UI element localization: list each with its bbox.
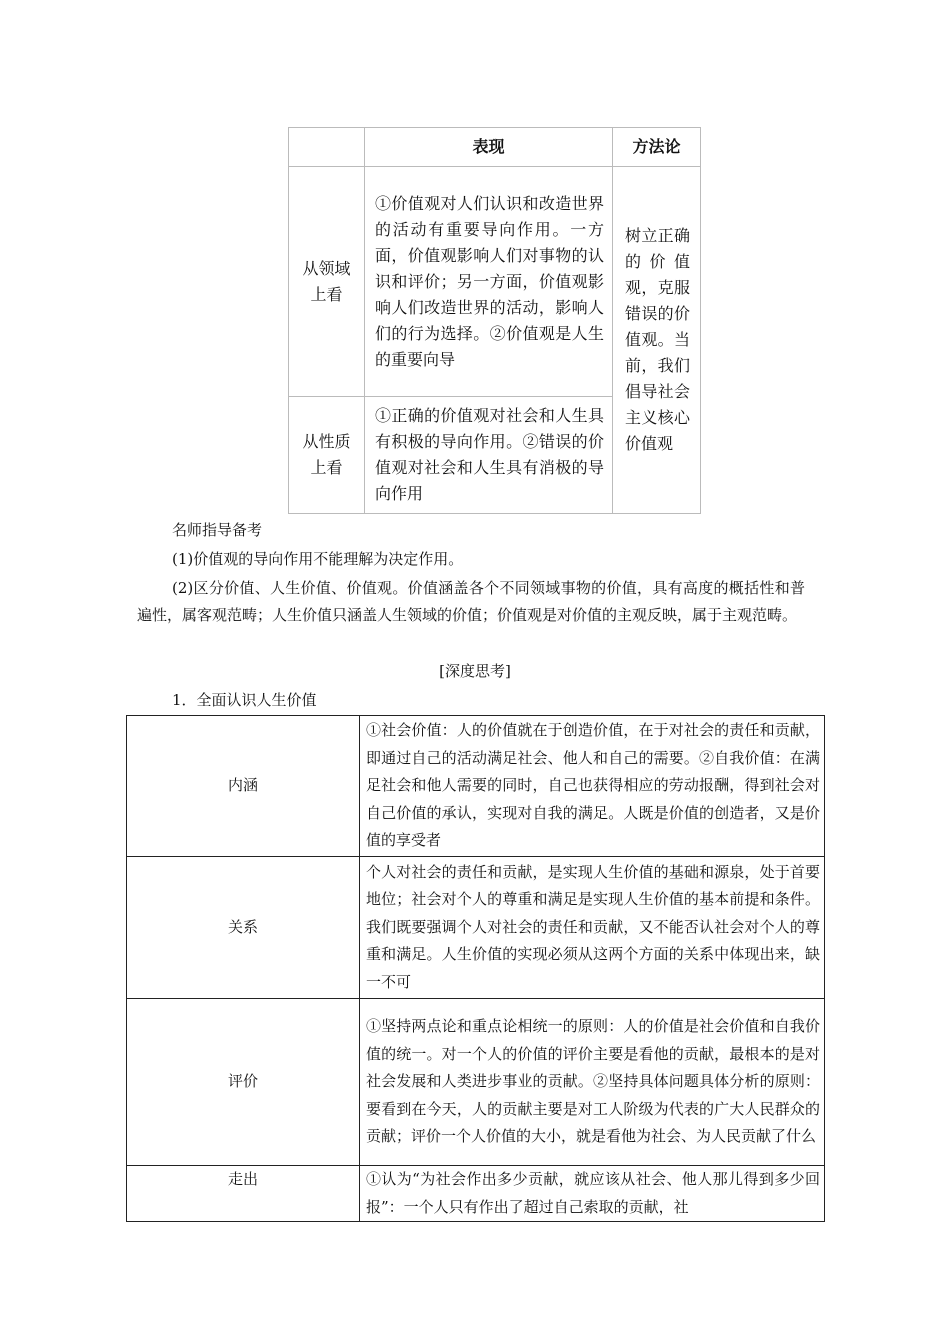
row-label-domain [289,167,365,397]
header-empty-cell [289,128,365,167]
row-label-connotation: 内涵 [127,716,360,857]
header-performance: 表现 [365,128,613,167]
table-row [289,167,701,397]
guide-point-2: (2)区分价值、人生价值、价值观。价值涵盖各个不同领域事物的价值，具有高度的概括性和普遍性，属客观范畴；人生价值只涵盖人生领域的价值；价值观是对价值的主观反映，属于主观范畴。 [137,579,805,624]
row-label-nature [289,397,365,514]
row-content-connotation: ①社会价值：人的价值就在于创造价值，在于对社会的责任和贡献，即通过自己的活动满足社会、他人和自己的需要。②自我价值：在满足社会和他人需要的同时，自己也获得相应的劳动报酬，得到社会对自己价值的承认，实现对自我的满足。人既是价值的创造者，又是价值的享受者 [360,716,825,857]
table-header-row [289,128,701,167]
row-content-relationship: 个人对社会的责任和贡献，是实现人生价值的基础和源泉，处于首要地位；社会对个人的尊重和满足是实现人生价值的基本前提和条件。我们既要强调个人对社会的责任和贡献，又不能否认社会对个人的尊重和满足。人生价值的实现必须从这两个方面的关系中体现出来，缺一不可 [360,857,825,999]
row-label-relationship: 关系 [127,857,360,999]
header-methodology: 方法论 [613,128,701,167]
row-label-evaluation: 评价 [127,999,360,1166]
row-label-text: 从领域上看 [302,258,351,304]
value-guidance-table [288,127,701,514]
life-value-table [126,715,825,1222]
table-row [127,857,825,999]
row-content-nature: ①正确的价值观对社会和人生具有积极的导向作用。②错误的价值观对社会和人生具有消极的导向作用 [365,397,613,514]
table-row [127,999,825,1166]
guide-title: 名师指导备考 [172,521,263,539]
deep-thinking-title: [深度思考] [439,662,511,680]
methodology-cell: 树立正确的价值观，克服错误的价值观。当前，我们倡导社会主义核心价值观 [613,167,701,514]
row-content-evaluation: ①坚持两点论和重点论相统一的原则：人的价值是社会价值和自我价值的统一。对一个人的价值的评价主要是看他的贡献，最根本的是对社会发展和人类进步事业的贡献。②坚持具体问题具体分析的原则：要看到在今天，人的贡献主要是对工人阶级为代表的广大人民群众的贡献；评价一个人价值的大小，就是看他为社会、为人民贡献了什么 [360,999,825,1166]
guide-point-1: (1)价值观的导向作用不能理解为决定作用。 [172,550,464,568]
row-label-text: 从性质上看 [302,432,351,477]
section-heading: 1．全面认识人生价值 [172,691,317,709]
row-content-walkout: ①认为“为社会作出多少贡献，就应该从社会、他人那儿得到多少回报”：一个人只有作出了超过自己索取的贡献，社 [360,1166,825,1222]
table-row [127,1166,825,1222]
row-label-walkout: 走出 [127,1166,360,1222]
row-content-domain: ①价值观对人们认识和改造世界的活动有重要导向作用。一方面，价值观影响人们对事物的认识和评价；另一方面，价值观影响人们改造世界的活动，影响人们的行为选择。②价值观是人生的重要向导 [365,167,613,397]
table-row [127,716,825,857]
